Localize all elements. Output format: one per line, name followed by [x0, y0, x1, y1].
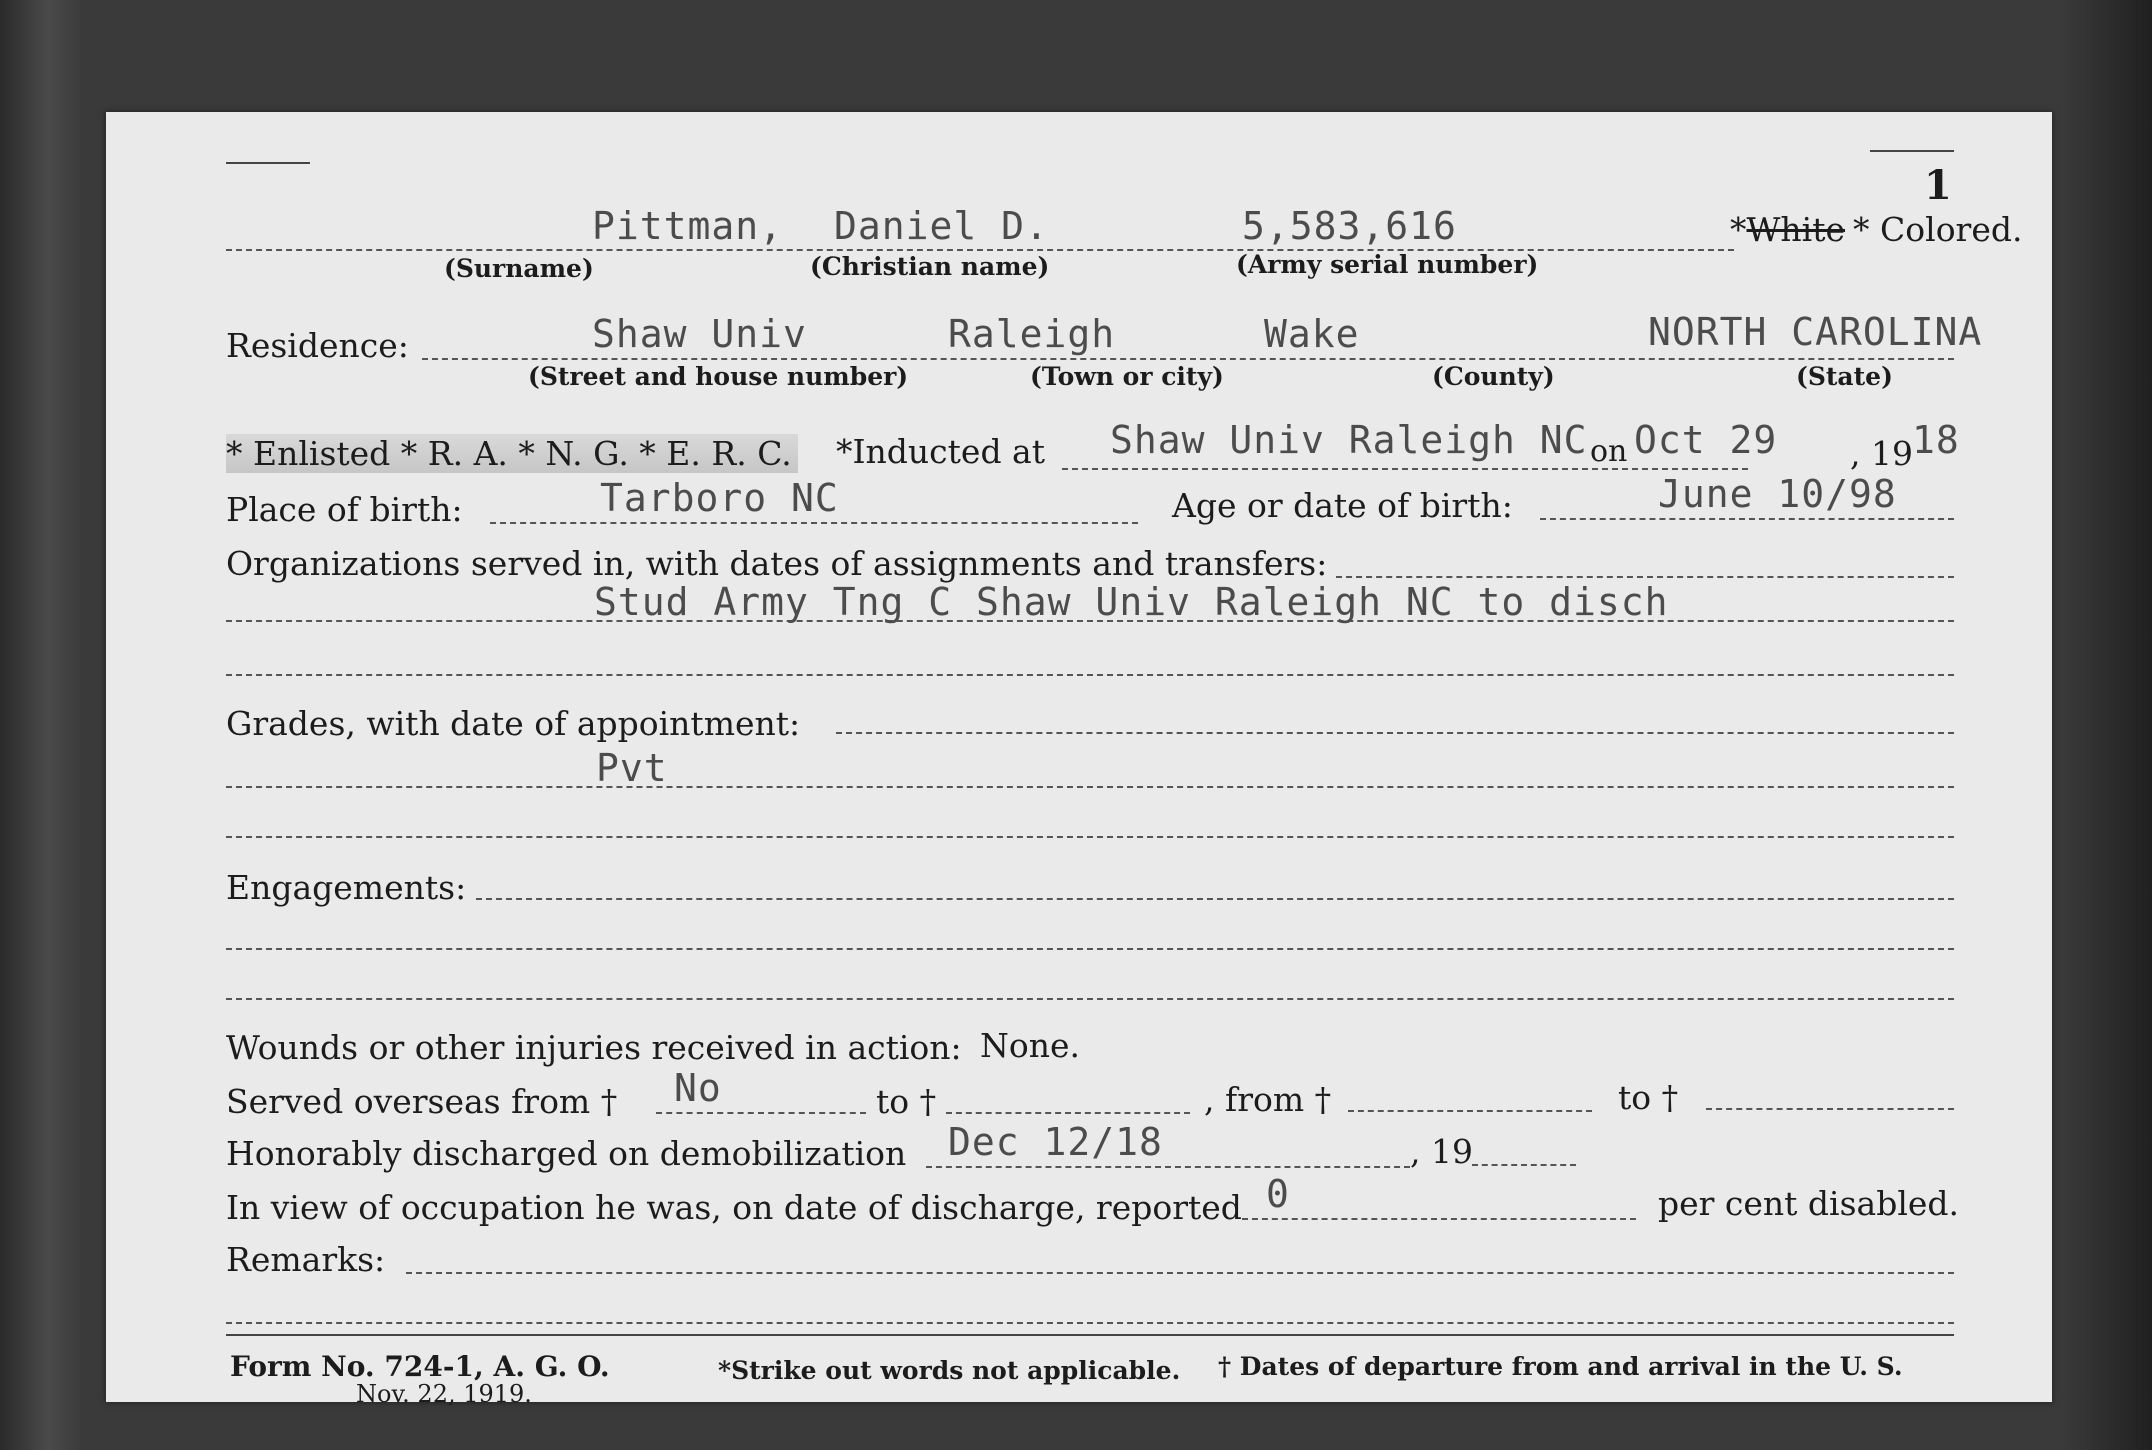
remarks-line-2	[226, 1322, 1954, 1324]
overseas-to-label: to †	[876, 1082, 937, 1121]
christian-name-value: Daniel D.	[834, 204, 1049, 248]
engagements-line-2	[226, 948, 1954, 950]
strike-out-note: *Strike out words not applicable.	[718, 1356, 1181, 1385]
birthplace-value: Tarboro NC	[600, 476, 839, 520]
race-star: *	[1730, 210, 1747, 249]
birthplace-label: Place of birth:	[226, 490, 463, 529]
discharged-value: Dec 12/18	[948, 1120, 1163, 1164]
race-white-option	[1730, 210, 2022, 249]
caption-town: (Town or city)	[1030, 362, 1224, 391]
grades-line-2	[226, 786, 1954, 788]
state-value: NORTH CAROLINA	[1648, 310, 1983, 354]
caption-street: (Street and house number)	[528, 362, 909, 391]
card-number: 1	[1924, 162, 1952, 209]
engagements-label: Engagements:	[226, 868, 467, 907]
remarks-bottom-rule	[226, 1334, 1954, 1336]
grades-value: Pvt	[596, 746, 668, 790]
grades-line-3	[226, 836, 1954, 838]
street-value: Shaw Univ	[592, 312, 807, 356]
occupation-label: In view of occupation he was, on date of discharge, reported	[226, 1188, 1242, 1227]
discharged-year-prefix: , 19	[1410, 1132, 1473, 1171]
caption-army-serial: (Army serial number)	[1236, 250, 1539, 279]
occupation-line	[1242, 1218, 1636, 1220]
service-record-card	[106, 112, 2052, 1408]
form-date: Nov. 22, 1919.	[356, 1380, 532, 1408]
overseas-from-line	[656, 1112, 866, 1114]
overseas-to2-line	[1706, 1108, 1954, 1110]
overseas-from2-label: , from †	[1204, 1080, 1332, 1119]
organizations-label: Organizations served in, with dates of assignments and transfers:	[226, 544, 1328, 583]
residence-line	[422, 358, 1954, 360]
overseas-from2-line	[1348, 1110, 1592, 1112]
caption-state: (State)	[1796, 362, 1893, 391]
army-serial-value: 5,583,616	[1242, 204, 1457, 248]
form-number: Form No. 724-1, A. G. O.	[230, 1350, 610, 1383]
overseas-label: Served overseas from †	[226, 1082, 618, 1121]
inducted-place-value: Shaw Univ Raleigh NC	[1110, 418, 1588, 462]
percent-disabled-label: per cent disabled.	[1658, 1184, 1960, 1223]
grades-line-1	[836, 732, 1954, 734]
birthplace-line	[490, 522, 1138, 524]
wounds-label: Wounds or other injuries received in action:	[226, 1028, 962, 1067]
inducted-label: *Inducted at	[836, 432, 1045, 471]
dates-note: † Dates of departure from and arrival in the U. S.	[1218, 1352, 1903, 1381]
scanner-frame-left	[0, 0, 80, 1450]
inducted-year-prefix: , 19	[1850, 434, 1913, 473]
remarks-line-1	[406, 1272, 1954, 1274]
top-left-rule	[226, 162, 310, 164]
discharged-year-line	[1472, 1164, 1576, 1166]
enlisted-options: * Enlisted * R. A. * N. G. * E. R. C.	[226, 434, 798, 473]
scanner-frame-right	[2062, 0, 2152, 1450]
race-white-struck: White	[1746, 210, 1846, 249]
organizations-line-3	[226, 674, 1954, 676]
organizations-value: Stud Army Tng C Shaw Univ Raleigh NC to disch	[594, 580, 1669, 624]
caption-surname: (Surname)	[444, 254, 594, 283]
inducted-date-value: Oct 29	[1634, 418, 1778, 462]
inducted-year-value: 18	[1912, 418, 1960, 462]
inducted-line	[1062, 468, 1748, 470]
engagements-line-1	[476, 898, 1954, 900]
residence-label: Residence:	[226, 326, 409, 365]
remarks-label: Remarks:	[226, 1240, 386, 1279]
overseas-to-line	[946, 1112, 1190, 1114]
discharged-line	[926, 1166, 1410, 1168]
grades-label: Grades, with date of appointment:	[226, 704, 801, 743]
surname-value: Pittman,	[592, 204, 784, 248]
occupation-value: 0	[1266, 1172, 1290, 1216]
race-colored-option: * Colored.	[1853, 210, 2023, 249]
overseas-value: No	[674, 1066, 722, 1110]
organizations-line-1	[1336, 576, 1954, 578]
age-label: Age or date of birth:	[1172, 486, 1513, 525]
discharged-label: Honorably discharged on demobilization	[226, 1134, 907, 1173]
age-value: June 10/98	[1658, 472, 1897, 516]
caption-christian-name: (Christian name)	[810, 252, 1050, 281]
caption-county: (County)	[1432, 362, 1555, 391]
wounds-value: None.	[980, 1026, 1081, 1065]
top-right-rule	[1870, 150, 1954, 152]
overseas-to2-label: to †	[1618, 1078, 1679, 1117]
age-line	[1540, 518, 1954, 520]
inducted-on-label: on	[1590, 434, 1628, 469]
county-value: Wake	[1264, 312, 1360, 356]
town-value: Raleigh	[948, 312, 1116, 356]
engagements-line-3	[226, 998, 1954, 1000]
